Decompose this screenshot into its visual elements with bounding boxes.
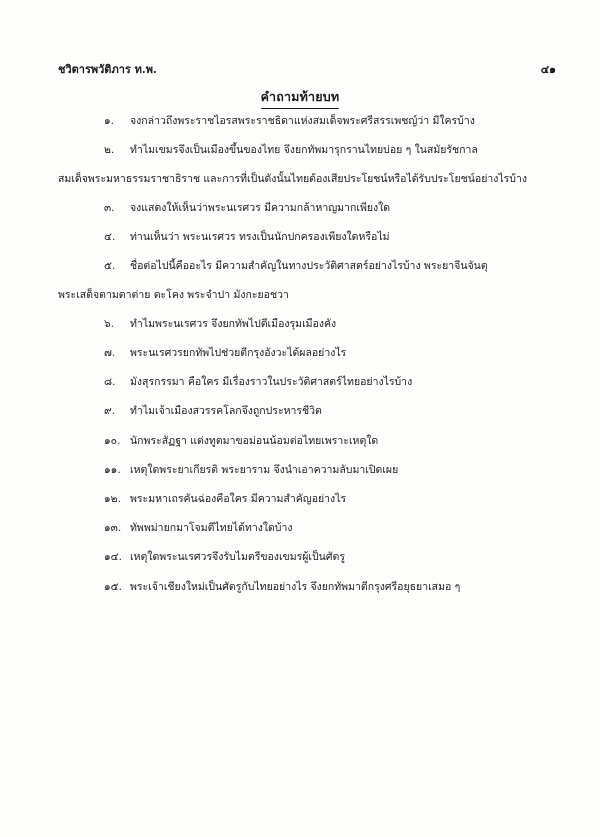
- question-number: ๗.: [104, 347, 116, 359]
- question-number: ๒.: [104, 144, 115, 156]
- question-text: พระมหาเถรคันฉ่องคือใคร มีความสำคัญอย่างไร: [130, 493, 347, 505]
- question-number: ๑๓.: [104, 522, 122, 534]
- question-number: ๘.: [104, 376, 116, 388]
- section-title: คำถามท้ายบท: [261, 87, 340, 109]
- question-text: เหตุใดพระนเรศวรจึงรับไมตรีของเขมรผู้เป็นศัตรู: [130, 551, 345, 563]
- question-text-continued: พระเสด็จตามตาต่าย ตะโคง พระจำปา มังกะยอชวา: [58, 289, 289, 301]
- page-number: ๔๑: [540, 63, 556, 76]
- question-number: ๑๔.: [104, 551, 122, 563]
- question-text: ชื่อต่อไปนี้คืออะไร มีความสำคัญในทางประวัติศาสตร์อย่างไรบ้าง พระยาจีนจันตุ: [130, 260, 488, 272]
- question-text: ทำไมเขมรจึงเป็นเมืองขึ้นของไทย จึงยกทัพมารุกรานไทยบ่อย ๆ ในสมัยรัชกาล: [130, 144, 478, 156]
- question-number: ๖.: [104, 318, 115, 330]
- question-number: ๕.: [104, 260, 116, 272]
- question-number: ๑๕.: [104, 581, 122, 593]
- question-number: ๙.: [104, 405, 116, 417]
- question-number: ๑๒.: [104, 493, 121, 505]
- question-text: นักพระสัฏฐา แต่งทูตมาขอม่อนน้อมต่อไทยเพราะเหตุใด: [130, 435, 379, 447]
- question-number: ๑๐.: [104, 435, 121, 447]
- question-text-continued: สมเด็จพระมหาธรรมราชาธิราช และการที่เป็นดังนั้นไทยต้องเสียประโยชน์หรือได้รับประโยชน์อย่างไรบ้าง: [58, 173, 527, 185]
- question-text: ท่านเห็นว่า พระนเรศวร ทรงเป็นนักปกครองเพียงใดหรือไม่: [130, 231, 390, 243]
- question-text: ทัพพม่ายกมาโจมตีไทยได้ทางใดบ้าง: [130, 522, 293, 534]
- question-number: ๔.: [104, 231, 116, 243]
- question-text: พระเจ้าเชียงใหม่เป็นศัตรูกับไทยอย่างไร จึงยกทัพมาตีกรุงศรีอยุธยาเสมอ ๆ: [130, 581, 461, 593]
- question-text: จงแสดงให้เห็นว่าพระนเรศวร มีความกล้าหาญมากเพียงใด: [130, 202, 391, 214]
- question-number: ๓.: [104, 202, 115, 214]
- question-text: เหตุใดพระยาเกียรติ พระยาราม จึงนำเอาความลับมาเปิดเผย: [130, 464, 399, 476]
- question-text: ทำไมเจ้าเมืองสวรรคโลกจึงถูกประหารชีวิต: [130, 405, 322, 417]
- running-header: ชวิตารพวัติภาร ท.พ.: [58, 63, 157, 76]
- question-text: ทำไมพระนเรศวร จึงยกทัพไปตีเมืองรุมเมืองคัง: [130, 318, 337, 330]
- question-text: พระนเรศวรยกทัพไปช่วยตีกรุงอังวะได้ผลอย่างไร: [130, 347, 347, 359]
- title-block: [0, 86, 600, 109]
- question-number: ๑.: [104, 115, 115, 127]
- question-text: มังสุรกรรมา คือใคร มีเรื่องราวในประวัติศาสตร์ไทยอย่างไรบ้าง: [130, 376, 413, 388]
- question-number: ๑๑.: [104, 464, 121, 476]
- question-text: จงกล่าวถึงพระราชไอรสพระราชธิดาแห่งสมเด็จพระศรีสรรเพชญ์ว่า มีใครบ้าง: [130, 115, 475, 127]
- page-header: [58, 60, 556, 78]
